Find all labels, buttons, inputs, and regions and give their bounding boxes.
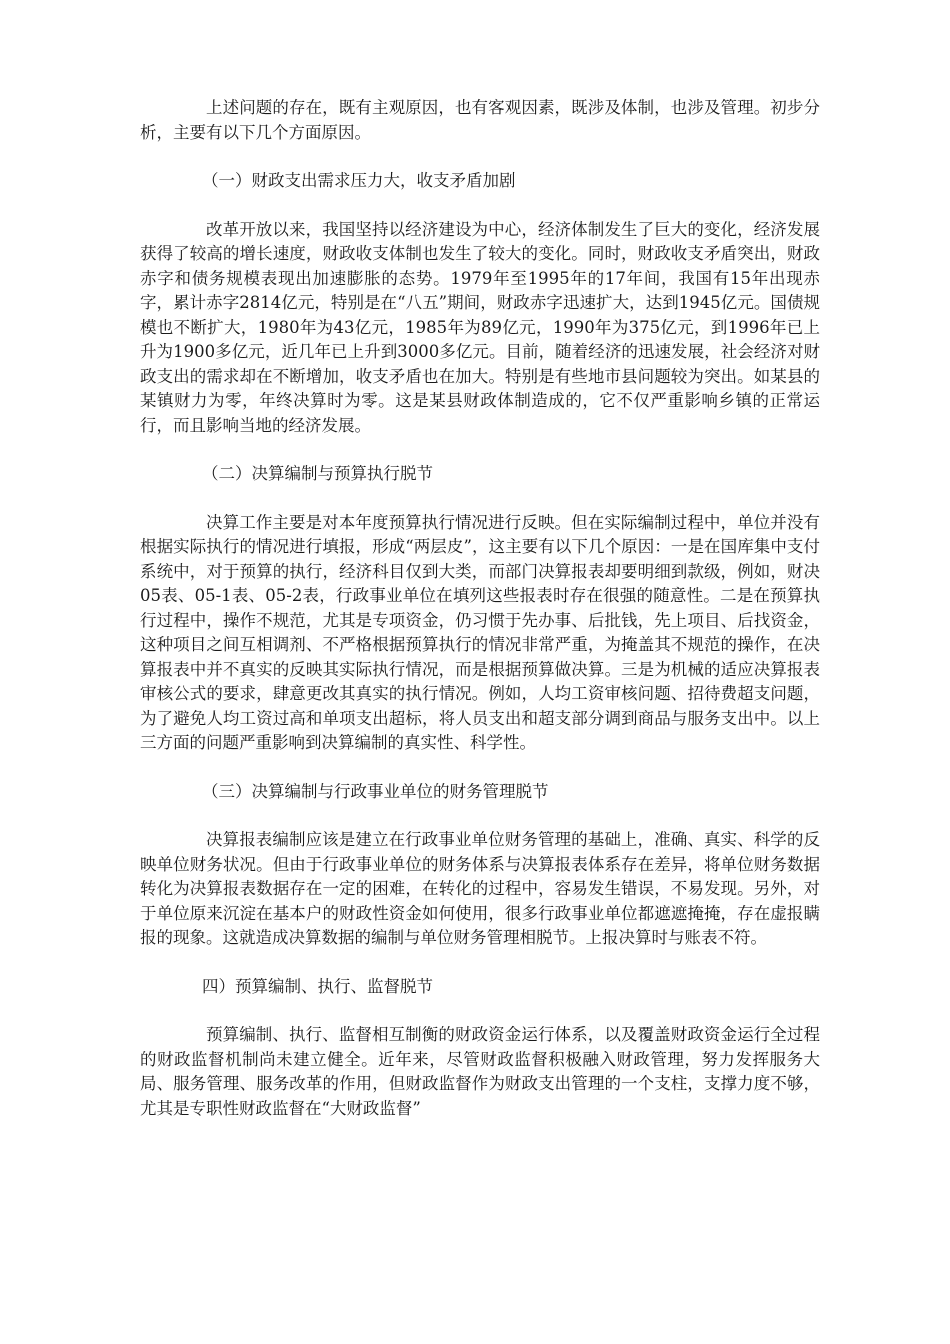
section-2-paragraph: 决算工作主要是对本年度预算执行情况进行反映。但在实际编制过程中，单位并没有根据实际执行的情况进行填报，形成“两层皮”，这主要有以下几个原因：一是在国库集中支付系统中，对于预算的执行，经济科目仅到大类，而部门决算报表却要明细到款级，例如，财决05表、05-1表、05-2表，行政事业单位在填列这些报表时存在很强的随意性。二是在预算执行过程中，操作不规范，尤其是专项资金，仍习惯于先办事、后批钱，先上项目、后找资金，这种项目之间互相调剂、不严格根据预算执行的情况非常严重，为掩盖其不规范的操作，在决算报表中并不真实的反映其实际执行情况，而是根据预算做决算。三是为机械的适应决算报表审核公式的要求，肆意更改其真实的执行情况。例如，人均工资审核问题、招待费超支问题，为了避免人均工资过高和单项支出超标，将人员支出和超支部分调到商品与服务支出中。以上三方面的问题严重影响到决算编制的真实性、科学性。 (140, 512, 820, 752)
intro-paragraph: 上述问题的存在，既有主观原因，也有客观因素，既涉及体制，也涉及管理。初步分析，主要有以下几个方面原因。 (140, 98, 820, 142)
section-4-paragraph: 预算编制、执行、监督相互制衡的财政资金运行体系，以及覆盖财政资金运行全过程的财政监督机制尚未建立健全。近年来，尽管财政监督积极融入财政管理，努力发挥服务大局、服务管理、服务改革的作用，但财政监督作为财政支出管理的一个支柱，支撑力度不够，尤其是专职性财政监督在“大财政监督” (140, 1025, 820, 1118)
section-heading-1: （一）财政支出需求压力大，收支矛盾加剧 (202, 171, 516, 190)
document-body (140, 96, 820, 1121)
section-3-paragraph: 决算报表编制应该是建立在行政事业单位财务管理的基础上，准确、真实、科学的反映单位财务状况。但由于行政事业单位的财务体系与决算报表体系存在差异，将单位财务数据转化为决算报表数据存在一定的困难，在转化的过程中，容易发生错误，不易发现。另外，对于单位原来沉淀在基本户的财政性资金如何使用，很多行政事业单位都遮遮掩掩，存在虚报瞒报的现象。这就造成决算数据的编制与单位财务管理相脱节。上报决算时与账表不符。 (140, 830, 820, 947)
section-heading-3: （三）决算编制与行政事业单位的财务管理脱节 (202, 781, 549, 801)
section-heading-4: 四）预算编制、执行、监督脱节 (202, 976, 433, 996)
section-1-paragraph: 改革开放以来，我国坚持以经济建设为中心，经济体制发生了巨大的变化，经济发展获得了较高的增长速度，财政收支体制也发生了较大的变化。同时，财政收支矛盾突出，财政赤字和债务规模表现出加速膨胀的态势。1979年至1995年的17年间，我国有15年出现赤字，累计赤字2814亿元，特别是在“八五”期间，财政赤字迅速扩大，达到1945亿元。国债规模也不断扩大，1980年为43亿元，1985年为89亿元，1990年为375亿元，到1996年已上升为1900多亿元，近几年已上升到3000多亿元。目前，随着经济的迅速发展，社会经济对财政支出的需求却在不断增加，收支矛盾也在加大。特别是有些地市县问题较为突出。如某县的某镇财力为零，年终决算时为零。这是某县财政体制造成的，它不仅严重影响乡镇的正常运行，而且影响当地的经济发展。 (140, 219, 820, 435)
section-heading-2: （二）决算编制与预算执行脱节 (202, 464, 433, 483)
